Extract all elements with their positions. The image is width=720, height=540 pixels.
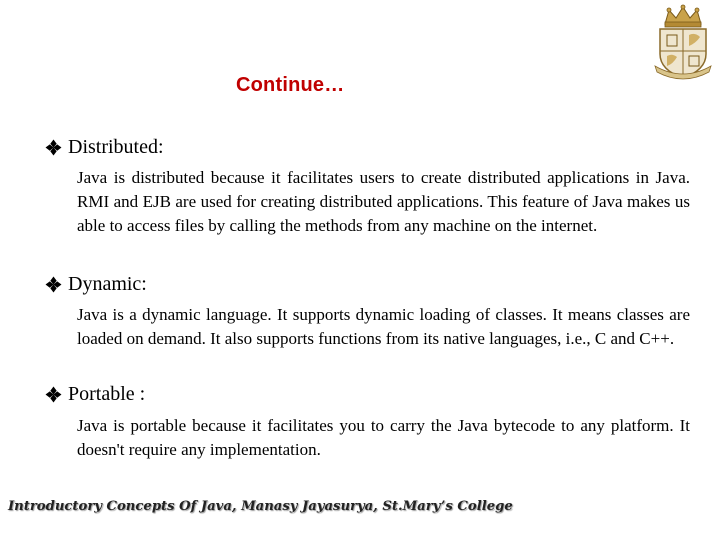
- college-crest-icon: [651, 2, 715, 82]
- section-heading: Portable :: [68, 383, 146, 405]
- section-paragraph: Java is distributed because it facilitates users to create distributed applications in Java. RMI and EJB are used for creating distributed applications. This feature of Java makes us able to access files by calling the methods from any machine on the internet.: [77, 168, 690, 235]
- diamond-bullet-icon: [45, 386, 62, 403]
- bullet-heading-distributed: [45, 136, 164, 158]
- slide-title: Continue…: [236, 74, 345, 96]
- section-heading: Dynamic:: [68, 273, 147, 295]
- section-paragraph: Java is portable because it facilitates you to carry the Java bytecode to any platform. It doesn't require any implementation.: [77, 416, 690, 459]
- slide-footer: Introductory Concepts Of Java, Manasy Jayasurya, St.Mary’s College: [8, 499, 513, 514]
- bullet-heading-dynamic: [45, 273, 147, 295]
- diamond-bullet-icon: [45, 276, 62, 293]
- section-paragraph: Java is a dynamic language. It supports dynamic loading of classes. It means classes are loaded on demand. It also supports functions from its native languages, i.e., C and C++.: [77, 305, 690, 348]
- bullet-heading-portable: [45, 383, 145, 405]
- diamond-bullet-icon: [45, 139, 62, 156]
- section-heading: Distributed:: [68, 136, 164, 158]
